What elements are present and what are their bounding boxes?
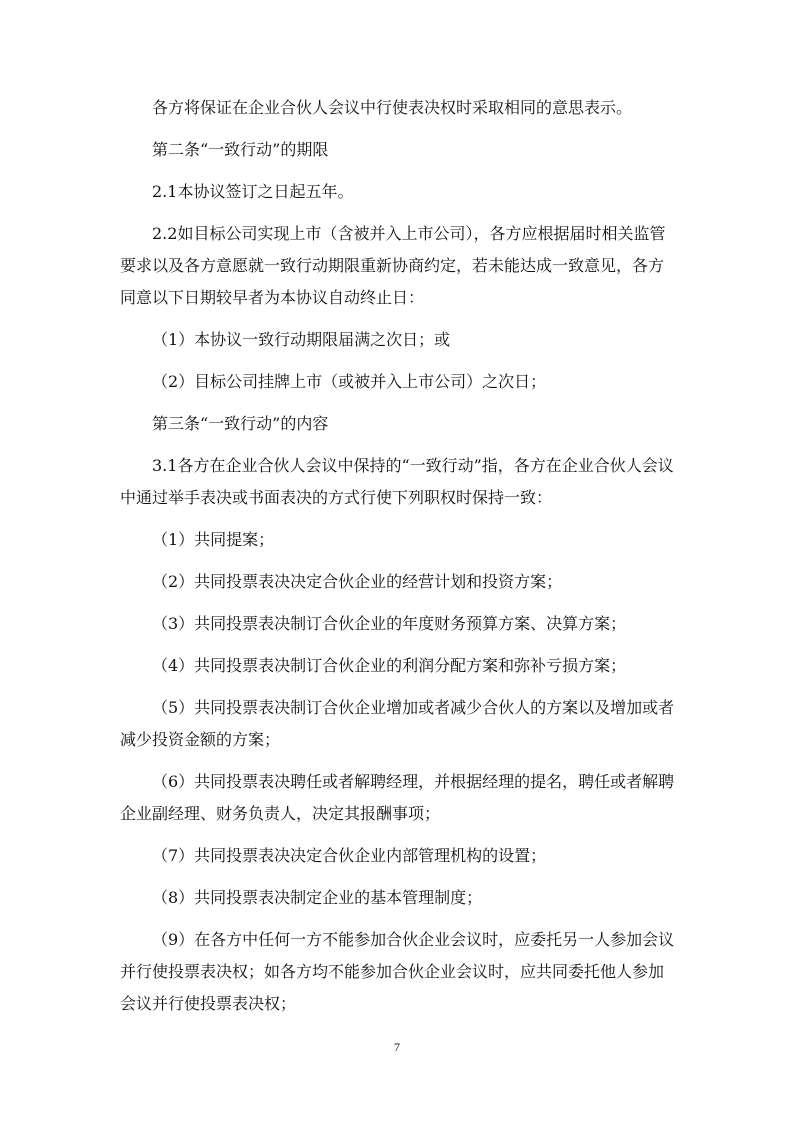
- page-number: 7: [394, 1040, 400, 1054]
- clause-3-1: 3.1各方在企业合伙人会议中保持的“一致行动”指，各方在企业合伙人会议中通过举手表决或书面表决的方式行使下列职权时保持一致：: [120, 456, 674, 507]
- clause-2-2-item-1: （1）本协议一致行动期限届满之次日；或: [152, 330, 451, 349]
- clause-3-1-item-9: （9）在各方中任何一方不能参加合伙企业会议时，应委托另一人参加会议并行使投票表决权；如各方均不能参加合伙企业会议时，应共同委托他人参加会议并行使投票表决权；: [120, 930, 675, 1013]
- clause-3-1-item-4: （4）共同投票表决制订合伙企业的利润分配方案和弥补亏损方案；: [152, 656, 627, 675]
- article-3-heading: 第三条“一致行动”的内容: [152, 414, 329, 433]
- clause-2-1: 2.1本协议签订之日起五年。: [152, 182, 354, 201]
- page-body: [120, 92, 676, 1030]
- clause-3-1-item-8: （8）共同投票表决制定企业的基本管理制度；: [152, 888, 483, 907]
- clause-3-1-item-1: （1）共同提案；: [152, 530, 275, 549]
- clause-3-1-item-2: （2）共同投票表决决定合伙企业的经营计划和投资方案；: [152, 572, 563, 591]
- clause-2-2: 2.2如目标公司实现上市（含被并入上市公司），各方应根据届时相关监管要求以及各方意愿就一致行动期限重新协商约定，若未能达成一致意见，各方同意以下日期较早者为本协议自动终止日：: [120, 224, 666, 307]
- article-2-heading: 第二条“一致行动”的期限: [152, 140, 329, 159]
- clause-3-1-item-5: （5）共同投票表决制订合伙企业增加或者减少合伙人的方案以及增加或者减少投资金额的方案；: [120, 698, 675, 749]
- clause-2-2-item-2: （2）目标公司挂牌上市（或被并入上市公司）之次日；: [152, 372, 547, 391]
- clause-3-1-item-7: （7）共同投票表决决定合伙企业内部管理机构的设置；: [152, 846, 547, 865]
- clause-3-1-item-3: （3）共同投票表决制订合伙企业的年度财务预算方案、决算方案；: [152, 614, 627, 633]
- clause-3-1-item-6: （6）共同投票表决聘任或者解聘经理，并根据经理的提名，聘任或者解聘企业副经理、财务负责人，决定其报酬事项；: [120, 772, 675, 823]
- paragraph-1: 各方将保证在企业合伙人会议中行使表决权时采取相同的意思表示。: [152, 98, 633, 117]
